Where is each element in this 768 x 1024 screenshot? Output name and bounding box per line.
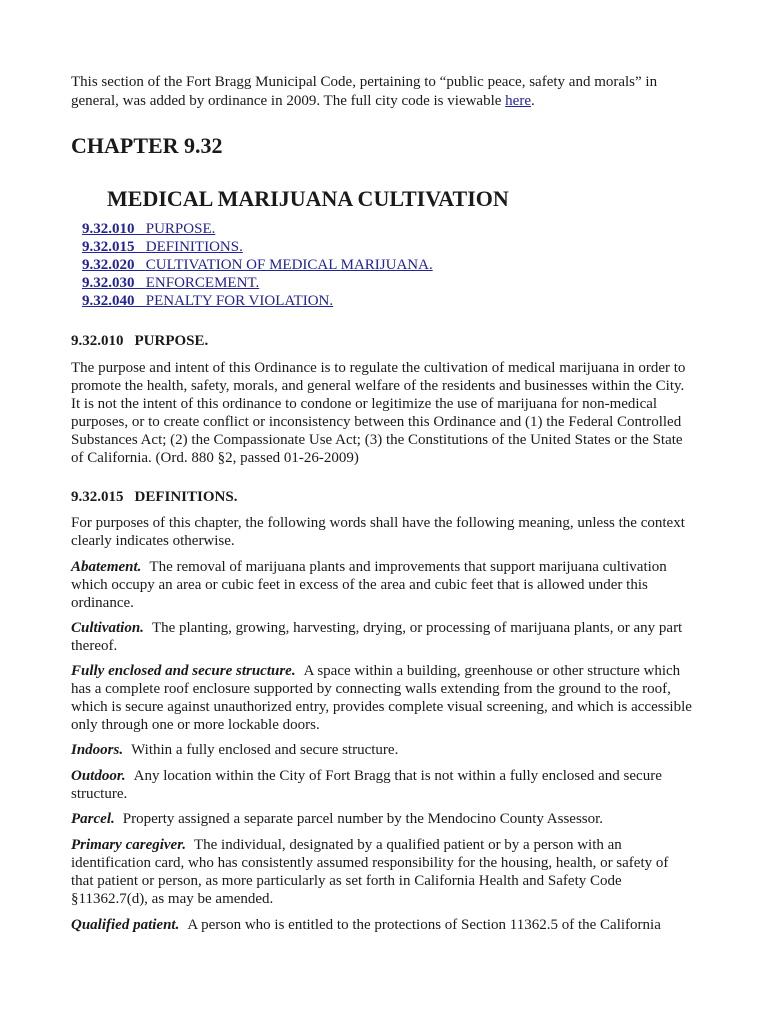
- definition-term: Abatement.: [71, 559, 142, 575]
- definition-line: [71, 558, 667, 576]
- definition-outdoor: [71, 767, 662, 803]
- toc-label: DEFINITIONS.: [145, 239, 243, 255]
- definition-line: [71, 916, 661, 934]
- table-of-contents: [82, 220, 433, 310]
- purpose-line: Substances Act; (2) the Compassionate Use Act; (3) the Constitutions of the United States or the State: [71, 432, 683, 448]
- definition-qualified-patient: [71, 916, 661, 934]
- intro-text: general, was added by ordinance in 2009. The full city code is viewable: [71, 93, 502, 109]
- definition-line: [71, 662, 692, 680]
- definition-abatement: [71, 558, 667, 612]
- definition-text: identification card, who has consistently assumed responsibility for the housing, health, or safety of: [71, 855, 669, 871]
- definition-term: Cultivation.: [71, 620, 144, 636]
- section-heading-label: PURPOSE.: [134, 333, 209, 349]
- section-number: 9.32.015: [71, 489, 124, 505]
- toc-row: [82, 238, 433, 256]
- definition-text: A person who is entitled to the protections of Section 11362.5 of the California: [187, 917, 661, 933]
- purpose-paragraph: [71, 359, 685, 467]
- definition-text: which is secure against unauthorized entry, provides complete visual screening, and which is accessible: [71, 699, 692, 715]
- definition-text: Within a fully enclosed and secure structure.: [131, 742, 399, 758]
- purpose-line: The purpose and intent of this Ordinance is to regulate the cultivation of medical marijuana in order to: [71, 360, 686, 376]
- intro-period: .: [530, 93, 535, 109]
- definition-term: Parcel.: [71, 811, 115, 827]
- intro-line: This section of the Fort Bragg Municipal Code, pertaining to “public peace, safety and morals” in: [71, 74, 658, 90]
- definition-text: that patient or person, as more particularly as set forth in California Health and Safety Code: [71, 873, 622, 889]
- toc-link-purpose[interactable]: [82, 221, 215, 237]
- toc-label: PURPOSE.: [145, 221, 216, 237]
- toc-link-penalty[interactable]: [82, 293, 333, 309]
- definition-parcel: [71, 810, 603, 828]
- toc-number: 9.32.015: [82, 239, 135, 255]
- definition-text: Any location within the City of Fort Bragg that is not within a fully enclosed and secure: [133, 768, 662, 784]
- definition-text: The individual, designated by a qualified patient or by a person with an: [193, 837, 622, 853]
- definition-line: [71, 810, 603, 828]
- definition-term: Qualified patient.: [71, 917, 180, 933]
- definition-line: [71, 836, 668, 854]
- definition-text: Property assigned a separate parcel number by the Mendocino County Assessor.: [122, 811, 604, 827]
- purpose-line: promote the health, safety, morals, and general welfare of the residents and businesses within the City.: [71, 378, 685, 394]
- toc-row: [82, 292, 433, 310]
- definition-cultivation: [71, 619, 682, 655]
- toc-label: ENFORCEMENT.: [145, 275, 260, 291]
- toc-label: CULTIVATION OF MEDICAL MARIJUANA.: [145, 257, 433, 273]
- toc-link-enforcement[interactable]: [82, 275, 259, 291]
- toc-row: [82, 256, 433, 274]
- intro-paragraph: [71, 73, 657, 111]
- definition-text: has a complete roof enclosure supported by connecting walls extending from the ground to the roof,: [71, 681, 671, 697]
- purpose-line: of California. (Ord. 880 §2, passed 01-26-2009): [71, 450, 359, 466]
- definition-text: only through one or more lockable doors.: [71, 717, 320, 733]
- section-heading-definitions: [71, 488, 237, 506]
- definition-text: structure.: [71, 786, 128, 802]
- definition-term: Primary caregiver.: [71, 837, 186, 853]
- definitions-intro-paragraph: [71, 514, 685, 550]
- section-heading-purpose: [71, 332, 208, 350]
- definition-text: The removal of marijuana plants and improvements that support marijuana cultivation: [149, 559, 667, 575]
- definition-line: [71, 767, 662, 785]
- chapter-heading: CHAPTER 9.32: [71, 133, 223, 158]
- definition-primary-caregiver: [71, 836, 668, 908]
- definition-line: [71, 741, 398, 759]
- toc-number: 9.32.020: [82, 257, 135, 273]
- definition-text: which occupy an area or cubic feet in excess of the area and cubic feet that is allowed under this: [71, 577, 648, 593]
- intro-line: [71, 92, 657, 111]
- city-code-link[interactable]: here: [505, 93, 531, 109]
- definitions-intro-line: clearly indicates otherwise.: [71, 533, 235, 549]
- purpose-line: It is not the intent of this ordinance to condone or legitimize the use of marijuana for non-medical: [71, 396, 658, 412]
- chapter-title: MEDICAL MARIJUANA CULTIVATION: [107, 186, 509, 211]
- section-heading-label: DEFINITIONS.: [134, 489, 238, 505]
- definition-text: A space within a building, greenhouse or other structure which: [303, 663, 681, 679]
- definition-fully-enclosed-structure: [71, 662, 692, 734]
- purpose-line: purposes, or to create conflict or inconsistency between this Ordinance and (1) the Federal Controlled: [71, 414, 682, 430]
- toc-row: [82, 220, 433, 238]
- definition-text: ordinance.: [71, 595, 134, 611]
- toc-number: 9.32.010: [82, 221, 135, 237]
- section-number: 9.32.010: [71, 333, 124, 349]
- definition-term: Fully enclosed and secure structure.: [71, 663, 296, 679]
- definition-term: Indoors.: [71, 742, 124, 758]
- toc-number: 9.32.040: [82, 293, 135, 309]
- toc-link-cultivation[interactable]: [82, 257, 433, 273]
- definition-text: The planting, growing, harvesting, drying, or processing of marijuana plants, or any part: [151, 620, 683, 636]
- definition-text: §11362.7(d), as may be amended.: [71, 891, 274, 907]
- toc-number: 9.32.030: [82, 275, 135, 291]
- definition-line: [71, 619, 682, 637]
- toc-link-definitions[interactable]: [82, 239, 243, 255]
- definition-text: thereof.: [71, 638, 118, 654]
- toc-label: PENALTY FOR VIOLATION.: [145, 293, 334, 309]
- toc-row: [82, 274, 433, 292]
- definition-term: Outdoor.: [71, 768, 126, 784]
- definitions-intro-line: For purposes of this chapter, the following words shall have the following meaning, unless the context: [71, 515, 685, 531]
- definition-indoors: [71, 741, 398, 759]
